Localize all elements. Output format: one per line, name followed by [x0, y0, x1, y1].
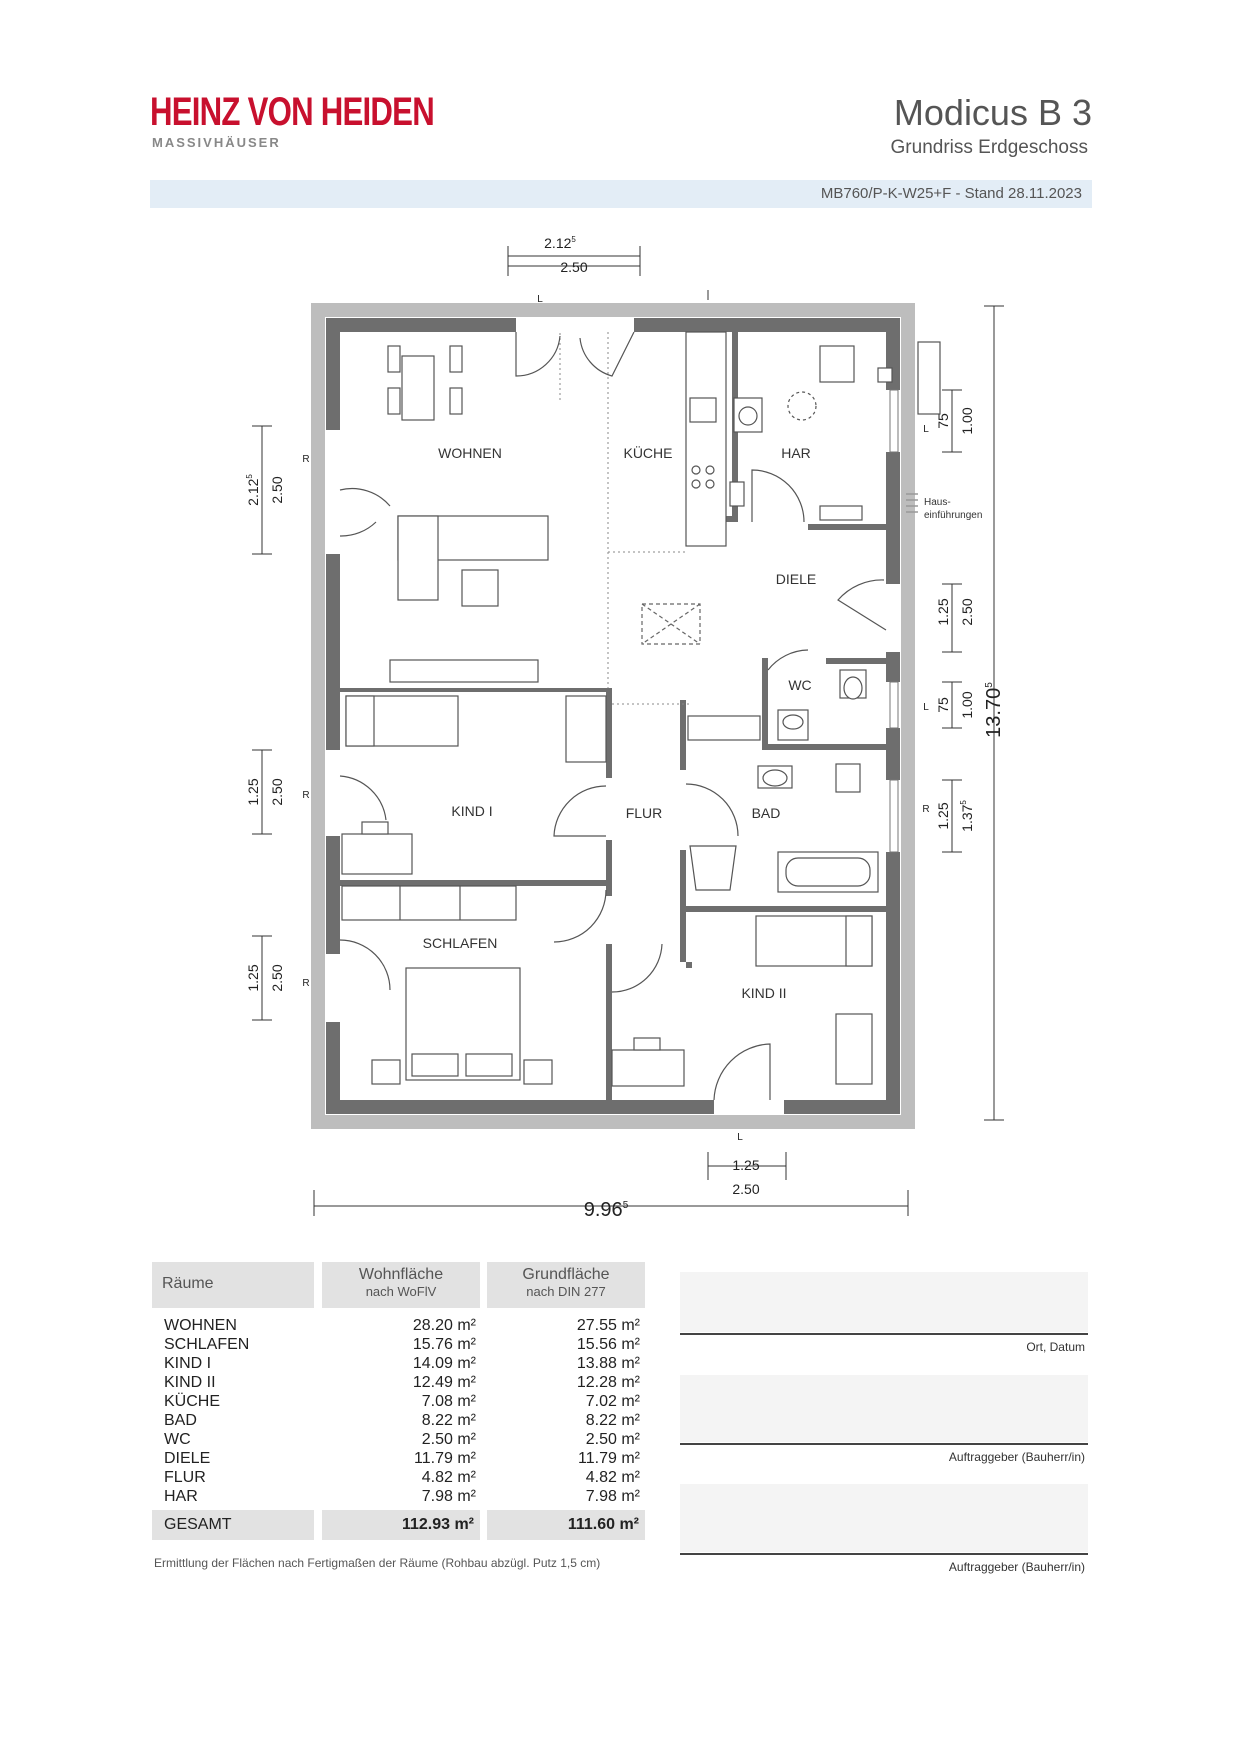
room-label-bad: BAD [751, 805, 781, 821]
svg-text:75: 75 [935, 697, 951, 713]
table-header-grundflaeche: Grundfläche nach DIN 277 [487, 1262, 645, 1308]
grundflaeche-cell: 2.50 m² [585, 1431, 640, 1448]
table-total-wohn-cell: 112.93 m² [322, 1510, 480, 1540]
svg-text:L: L [737, 1132, 743, 1143]
grundflaeche-cell: 12.28 m² [576, 1374, 640, 1391]
svg-text:9.965: 9.96$^5$ [583, 1199, 629, 1221]
svg-text:1.25: 1.25 [935, 802, 951, 830]
table-header-rooms: Räume [152, 1262, 314, 1308]
svg-text:13.705: 13.70$^5$ [983, 682, 1005, 738]
room-label-kind1: KIND I [451, 803, 493, 819]
wohnflaeche-cell: 14.09 m² [412, 1355, 476, 1372]
svg-text:L: L [923, 702, 929, 713]
wohnen-furniture [340, 332, 634, 682]
wohnflaeche-cell: 2.50 m² [421, 1431, 476, 1448]
grundflaeche-cell: 7.98 m² [585, 1488, 640, 1505]
grundflaeche-cell: 15.56 m² [576, 1336, 640, 1353]
svg-text:R: R [302, 790, 310, 801]
wohnflaeche-cell: 12.49 m² [412, 1374, 476, 1391]
room-label-flur: FLUR [625, 805, 663, 821]
svg-text:R: R [302, 454, 310, 465]
room-label-wc: WC [788, 677, 812, 693]
signature-line [680, 1333, 1088, 1335]
wohnflaeche-cell: 7.08 m² [421, 1393, 476, 1410]
grundflaeche-cell: 4.82 m² [585, 1469, 640, 1486]
svg-text:2.50: 2.50 [269, 964, 285, 992]
room-name-cell: FLUR [164, 1469, 206, 1486]
room-name-cell: WC [164, 1431, 191, 1448]
signature-line [680, 1553, 1088, 1555]
table-row [164, 1449, 642, 1468]
room-name-cell: DIELE [164, 1450, 211, 1467]
svg-text:2.50: 2.50 [560, 259, 588, 275]
table-row [164, 1468, 642, 1487]
grundflaeche-cell: 8.22 m² [585, 1412, 640, 1429]
kind2-furniture [612, 916, 872, 1100]
room-label-schlafen: SCHLAFEN [422, 935, 498, 951]
table-row [164, 1316, 642, 1335]
table-header-wohnflaeche: Wohnfläche nach WoFlV [322, 1262, 480, 1308]
room-label-kind2: KIND II [741, 985, 787, 1001]
page-title: Modicus B 3 [893, 92, 1092, 133]
room-label-diele: DIELE [775, 571, 817, 587]
svg-text:L: L [537, 294, 543, 305]
signature-field-auftraggeber-2[interactable] [680, 1484, 1088, 1552]
hauseinfuehrung-label-1: Haus- [924, 497, 951, 508]
table-row [164, 1335, 642, 1354]
svg-text:R: R [922, 804, 930, 815]
svg-text:1.00: 1.00 [959, 691, 975, 719]
svg-text:1.25: 1.25 [245, 964, 261, 992]
wohnflaeche-cell: 15.76 m² [412, 1336, 476, 1353]
room-name-cell: KIND I [164, 1355, 212, 1372]
hauseinfuehrung-label-2: einführungen [924, 510, 983, 521]
room-label-har: HAR [781, 445, 811, 461]
room-name-cell: KIND II [164, 1374, 216, 1391]
table-total-label-cell: GESAMT [152, 1510, 314, 1540]
grundflaeche-cell: 13.88 m² [576, 1355, 640, 1372]
table-row [164, 1373, 642, 1392]
svg-text:1.25: 1.25 [245, 778, 261, 806]
room-name-cell: WOHNEN [164, 1317, 237, 1334]
svg-text:2.50: 2.50 [269, 778, 285, 806]
room-name-cell: BAD [164, 1412, 197, 1429]
grundflaeche-cell: 7.02 m² [585, 1393, 640, 1410]
room-name-cell: KÜCHE [164, 1393, 221, 1410]
table-total-grund-cell: 111.60 m² [487, 1510, 645, 1540]
svg-text:R: R [302, 978, 310, 989]
svg-text:1.25: 1.25 [935, 598, 951, 626]
svg-text:1.375: 1.37$^5$ [959, 800, 975, 832]
svg-text:1.00: 1.00 [959, 407, 975, 435]
wohnflaeche-cell: 7.98 m² [421, 1488, 476, 1505]
kind1-furniture [340, 696, 606, 874]
table-row [164, 1354, 642, 1373]
table-row [164, 1392, 642, 1411]
reference-text: MB760/P-K-W25+F - Stand 28.11.2023 [820, 185, 1082, 202]
page-subtitle: Grundriss Erdgeschoss [890, 137, 1088, 158]
svg-text:75: 75 [935, 413, 951, 429]
room-name-cell: SCHLAFEN [164, 1336, 250, 1353]
skylight [642, 604, 700, 644]
bad-fixtures [686, 716, 878, 892]
signature-label-auftraggeber-1: Auftraggeber (Bauherr/in) [948, 1450, 1085, 1464]
signature-field-ort-datum[interactable] [680, 1272, 1088, 1332]
grundflaeche-cell: 27.55 m² [576, 1317, 640, 1334]
area-table-body [164, 1316, 642, 1506]
wohnflaeche-cell: 11.79 m² [414, 1450, 476, 1467]
brand-tagline: MASSIVHÄUSER [152, 135, 281, 150]
grundflaeche-cell: 11.79 m² [578, 1450, 640, 1467]
wohnflaeche-cell: 28.20 m² [412, 1317, 476, 1334]
svg-text:2.125: 2.12$^5$ [245, 474, 261, 506]
table-row [164, 1487, 642, 1506]
brand-logo: HEINZ VON HEIDEN [150, 90, 434, 134]
table-row [164, 1430, 642, 1449]
wohnflaeche-cell: 8.22 m² [421, 1412, 476, 1429]
svg-text:L: L [923, 424, 929, 435]
area-footnote: Ermittlung der Flächen nach Fertigmaßen der Räume (Rohbau abzügl. Putz 1,5 cm) [154, 1556, 601, 1570]
table-row [164, 1411, 642, 1430]
room-label-wohnen: WOHNEN [438, 445, 502, 461]
signature-line [680, 1443, 1088, 1445]
room-name-cell: HAR [164, 1488, 198, 1505]
signature-field-auftraggeber-1[interactable] [680, 1375, 1088, 1442]
svg-text:2.50: 2.50 [959, 598, 975, 626]
svg-text:2.50: 2.50 [732, 1181, 760, 1197]
wohnflaeche-cell: 4.82 m² [421, 1469, 476, 1486]
svg-text:1.25: 1.25 [732, 1157, 760, 1173]
svg-text:2.50: 2.50 [269, 476, 285, 504]
svg-text:2.125: 2.12$^5$ [544, 235, 576, 251]
room-label-kueche: KÜCHE [623, 445, 673, 461]
signature-label-auftraggeber-2: Auftraggeber (Bauherr/in) [948, 1560, 1085, 1574]
schlafen-furniture [340, 886, 606, 1084]
signature-label-ort-datum: Ort, Datum [1026, 1340, 1085, 1354]
